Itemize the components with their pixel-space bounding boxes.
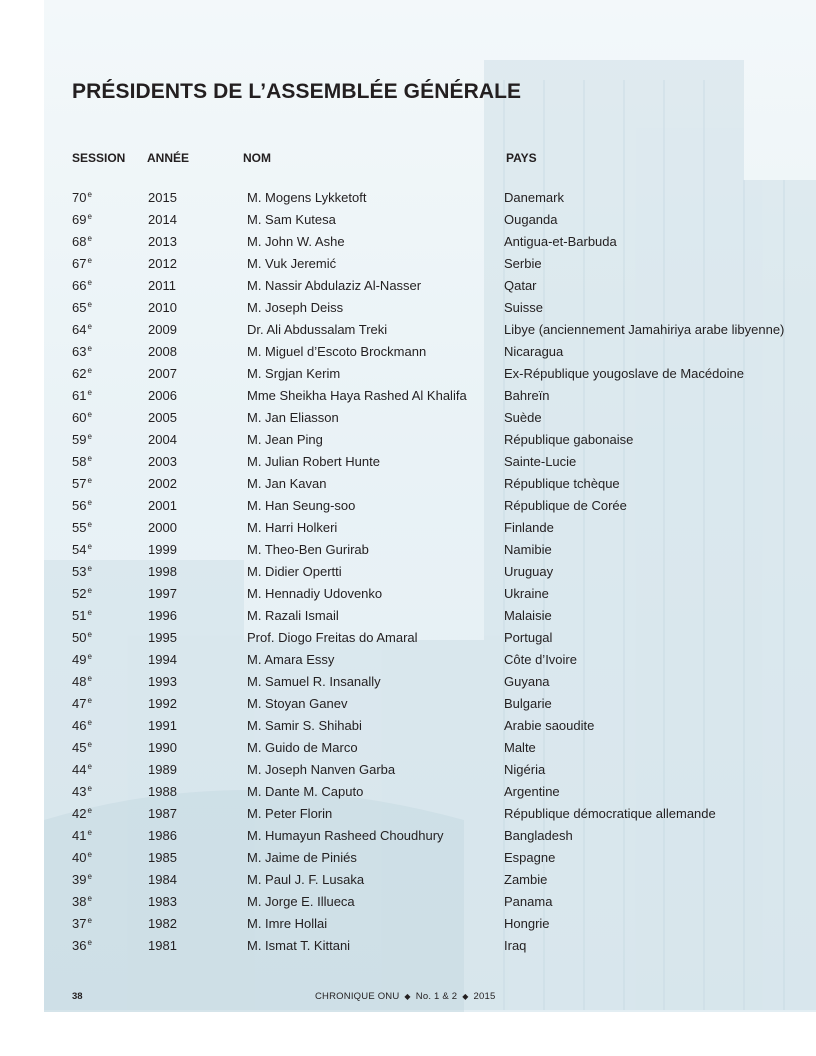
president-name: M. Humayun Rasheed Choudhury: [247, 828, 444, 843]
ordinal-suffix: e: [87, 894, 92, 903]
ordinal-suffix: e: [87, 520, 92, 529]
session-number: 64e: [72, 322, 92, 337]
table-row: [44, 210, 816, 232]
table-row: [44, 694, 816, 716]
year: 1985: [148, 850, 177, 865]
session-number: 58e: [72, 454, 92, 469]
year: 1997: [148, 586, 177, 601]
session-number: 56e: [72, 498, 92, 513]
session-number: 69e: [72, 212, 92, 227]
table-row: [44, 518, 816, 540]
ordinal-suffix: e: [87, 234, 92, 243]
president-name: M. Vuk Jeremić: [247, 256, 337, 271]
country: Malaisie: [504, 608, 552, 623]
president-name: M. Han Seung-soo: [247, 498, 356, 513]
country: Ukraine: [504, 586, 549, 601]
country: Antigua-et-Barbuda: [504, 234, 617, 249]
session-number: 65e: [72, 300, 92, 315]
table-row: [44, 738, 816, 760]
ordinal-suffix: e: [87, 366, 92, 375]
year: 2007: [148, 366, 177, 381]
session-number: 60e: [72, 410, 92, 425]
president-name: M. John W. Ashe: [247, 234, 345, 249]
session-number: 53e: [72, 564, 92, 579]
president-name: M. Julian Robert Hunte: [247, 454, 380, 469]
president-name: M. Jan Eliasson: [247, 410, 339, 425]
year: 2013: [148, 234, 177, 249]
year: 1990: [148, 740, 177, 755]
table-row: [44, 496, 816, 518]
session-number: 46e: [72, 718, 92, 733]
country: Argentine: [504, 784, 560, 799]
header-year: ANNÉE: [147, 151, 190, 165]
ordinal-suffix: e: [87, 630, 92, 639]
country: Uruguay: [504, 564, 554, 579]
president-name: Dr. Ali Abdussalam Treki: [247, 322, 388, 337]
year: 2005: [148, 410, 177, 425]
president-name: M. Guido de Marco: [247, 740, 358, 755]
session-number: 47e: [72, 696, 92, 711]
country: Malte: [504, 740, 536, 755]
ordinal-suffix: e: [87, 784, 92, 793]
country: Danemark: [504, 190, 564, 205]
session-number: 40e: [72, 850, 92, 865]
session-number: 66e: [72, 278, 92, 293]
president-name: M. Didier Opertti: [247, 564, 342, 579]
session-number: 39e: [72, 872, 92, 887]
president-name: M. Peter Florin: [247, 806, 333, 821]
ordinal-suffix: e: [87, 586, 92, 595]
country: Sainte-Lucie: [504, 454, 577, 469]
page-number: 38: [72, 991, 83, 1002]
issue-year: 2015: [473, 991, 496, 1002]
session-number: 38e: [72, 894, 92, 909]
session-number: 51e: [72, 608, 92, 623]
country: Finlande: [504, 520, 554, 535]
table-row: [44, 188, 816, 210]
table-row: [44, 782, 816, 804]
country: Nicaragua: [504, 344, 564, 359]
year: 2000: [148, 520, 177, 535]
session-number: 50e: [72, 630, 92, 645]
ordinal-suffix: e: [87, 806, 92, 815]
table-row: [44, 628, 816, 650]
year: 2010: [148, 300, 177, 315]
year: 2002: [148, 476, 177, 491]
session-number: 36e: [72, 938, 92, 953]
table-row: [44, 430, 816, 452]
year: 1987: [148, 806, 177, 821]
president-name: M. Razali Ismail: [247, 608, 339, 623]
publication-line: [315, 991, 495, 1002]
table-row: [44, 760, 816, 782]
year: 2004: [148, 432, 177, 447]
president-name: M. Joseph Deiss: [247, 300, 344, 315]
year: 1992: [148, 696, 177, 711]
table-row: [44, 716, 816, 738]
year: 2012: [148, 256, 177, 271]
session-number: 67e: [72, 256, 92, 271]
ordinal-suffix: e: [87, 476, 92, 485]
country: Hongrie: [504, 916, 550, 931]
ordinal-suffix: e: [87, 850, 92, 859]
president-name: M. Stoyan Ganev: [247, 696, 348, 711]
year: 1989: [148, 762, 177, 777]
year: 2015: [148, 190, 177, 205]
year: 2006: [148, 388, 177, 403]
table-row: [44, 914, 816, 936]
president-name: M. Theo-Ben Gurirab: [247, 542, 369, 557]
table-row: [44, 606, 816, 628]
country: Portugal: [504, 630, 553, 645]
ordinal-suffix: e: [87, 652, 92, 661]
president-name: M. Imre Hollai: [247, 916, 328, 931]
table-row: [44, 408, 816, 430]
table-row: [44, 232, 816, 254]
country: Arabie saoudite: [504, 718, 595, 733]
country: Ex-République yougoslave de Macédoine: [504, 366, 744, 381]
table-row: [44, 386, 816, 408]
country: Panama: [504, 894, 553, 909]
ordinal-suffix: e: [87, 762, 92, 771]
president-name: Prof. Diogo Freitas do Amaral: [247, 630, 418, 645]
table-row: [44, 540, 816, 562]
year: 1996: [148, 608, 177, 623]
ordinal-suffix: e: [87, 740, 92, 749]
president-name: M. Sam Kutesa: [247, 212, 336, 227]
president-name: M. Nassir Abdulaziz Al-Nasser: [247, 278, 422, 293]
president-name: M. Joseph Nanven Garba: [247, 762, 396, 777]
country: Bangladesh: [504, 828, 573, 843]
ordinal-suffix: e: [87, 828, 92, 837]
table-header: [44, 151, 816, 167]
ordinal-suffix: e: [87, 300, 92, 309]
country: Bahreïn: [504, 388, 550, 403]
ordinal-suffix: e: [87, 278, 92, 287]
country: Bulgarie: [504, 696, 552, 711]
ordinal-suffix: e: [87, 410, 92, 419]
president-name: M. Harri Holkeri: [247, 520, 338, 535]
country: Libye (anciennement Jamahiriya arabe libyenne): [504, 322, 785, 337]
year: 1988: [148, 784, 177, 799]
year: 1981: [148, 938, 177, 953]
table-row: [44, 672, 816, 694]
president-name: M. Jan Kavan: [247, 476, 327, 491]
page: [44, 0, 816, 1012]
table-row: [44, 936, 816, 958]
president-name: M. Ismat T. Kittani: [247, 938, 351, 953]
table-row: [44, 870, 816, 892]
session-number: 37e: [72, 916, 92, 931]
president-name: M. Mogens Lykketoft: [247, 190, 367, 205]
country: République démocratique allemande: [504, 806, 716, 821]
ordinal-suffix: e: [87, 212, 92, 221]
country: Suisse: [504, 300, 544, 315]
country: Espagne: [504, 850, 556, 865]
president-name: M. Miguel d’Escoto Brockmann: [247, 344, 427, 359]
year: 1994: [148, 652, 177, 667]
table-row: [44, 848, 816, 870]
presidents-table: [44, 188, 816, 958]
session-number: 70e: [72, 190, 92, 205]
table-row: [44, 474, 816, 496]
table-row: [44, 826, 816, 848]
session-number: 43e: [72, 784, 92, 799]
table-row: [44, 892, 816, 914]
session-number: 49e: [72, 652, 92, 667]
year: 1998: [148, 564, 177, 579]
country: Nigéria: [504, 762, 546, 777]
president-name: M. Jean Ping: [247, 432, 323, 447]
ordinal-suffix: e: [87, 344, 92, 353]
year: 1984: [148, 872, 177, 887]
country: République gabonaise: [504, 432, 634, 447]
president-name: M. Hennadiy Udovenko: [247, 586, 383, 601]
country: Côte d’Ivoire: [504, 652, 577, 667]
separator-diamond-icon: ◆: [462, 992, 469, 1001]
table-row: [44, 276, 816, 298]
country: Namibie: [504, 542, 552, 557]
table-row: [44, 364, 816, 386]
session-number: 42e: [72, 806, 92, 821]
session-number: 63e: [72, 344, 92, 359]
year: 2011: [148, 278, 176, 293]
session-number: 54e: [72, 542, 92, 557]
table-row: [44, 650, 816, 672]
session-number: 68e: [72, 234, 92, 249]
year: 1986: [148, 828, 177, 843]
year: 1983: [148, 894, 177, 909]
year: 1982: [148, 916, 177, 931]
year: 2014: [148, 212, 177, 227]
ordinal-suffix: e: [87, 718, 92, 727]
table-row: [44, 584, 816, 606]
president-name: M. Paul J. F. Lusaka: [247, 872, 365, 887]
session-number: 48e: [72, 674, 92, 689]
header-session: SESSION: [72, 151, 126, 165]
president-name: Mme Sheikha Haya Rashed Al Khalifa: [247, 388, 467, 403]
ordinal-suffix: e: [87, 322, 92, 331]
table-row: [44, 452, 816, 474]
country: Ouganda: [504, 212, 558, 227]
session-number: 61e: [72, 388, 92, 403]
country: Iraq: [504, 938, 527, 953]
page-title: PRÉSIDENTS DE L’ASSEMBLÉE GÉNÉRALE: [72, 80, 522, 103]
header-name: NOM: [243, 151, 271, 165]
year: 2001: [148, 498, 177, 513]
table-row: [44, 804, 816, 826]
country: République de Corée: [504, 498, 627, 513]
president-name: M. Srgjan Kerim: [247, 366, 341, 381]
year: 1999: [148, 542, 177, 557]
country: Serbie: [504, 256, 542, 271]
president-name: M. Samir S. Shihabi: [247, 718, 362, 733]
session-number: 52e: [72, 586, 92, 601]
ordinal-suffix: e: [87, 938, 92, 947]
president-name: M. Jaime de Piniés: [247, 850, 357, 865]
separator-diamond-icon: ◆: [404, 992, 411, 1001]
issue-number: No. 1 & 2: [415, 991, 458, 1002]
table-row: [44, 562, 816, 584]
ordinal-suffix: e: [87, 190, 92, 199]
table-row: [44, 320, 816, 342]
year: 1991: [148, 718, 177, 733]
table-row: [44, 342, 816, 364]
session-number: 59e: [72, 432, 92, 447]
session-number: 44e: [72, 762, 92, 777]
country: Qatar: [504, 278, 537, 293]
ordinal-suffix: e: [87, 564, 92, 573]
session-number: 62e: [72, 366, 92, 381]
year: 2003: [148, 454, 177, 469]
ordinal-suffix: e: [87, 696, 92, 705]
president-name: M. Amara Essy: [247, 652, 335, 667]
session-number: 55e: [72, 520, 92, 535]
page-footer: [44, 991, 816, 1005]
year: 1993: [148, 674, 177, 689]
ordinal-suffix: e: [87, 388, 92, 397]
president-name: M. Jorge E. Illueca: [247, 894, 355, 909]
year: 1995: [148, 630, 177, 645]
year: 2009: [148, 322, 177, 337]
ordinal-suffix: e: [87, 674, 92, 683]
publication-name: CHRONIQUE ONU: [315, 991, 400, 1002]
table-row: [44, 254, 816, 276]
ordinal-suffix: e: [87, 542, 92, 551]
ordinal-suffix: e: [87, 916, 92, 925]
country: Guyana: [504, 674, 550, 689]
year: 2008: [148, 344, 177, 359]
country: Suède: [504, 410, 542, 425]
session-number: 57e: [72, 476, 92, 491]
session-number: 41e: [72, 828, 92, 843]
ordinal-suffix: e: [87, 454, 92, 463]
country: République tchèque: [504, 476, 620, 491]
ordinal-suffix: e: [87, 608, 92, 617]
ordinal-suffix: e: [87, 256, 92, 265]
table-row: [44, 298, 816, 320]
ordinal-suffix: e: [87, 498, 92, 507]
president-name: M. Dante M. Caputo: [247, 784, 364, 799]
president-name: M. Samuel R. Insanally: [247, 674, 381, 689]
ordinal-suffix: e: [87, 432, 92, 441]
ordinal-suffix: e: [87, 872, 92, 881]
session-number: 45e: [72, 740, 92, 755]
country: Zambie: [504, 872, 548, 887]
header-country: PAYS: [506, 151, 537, 165]
